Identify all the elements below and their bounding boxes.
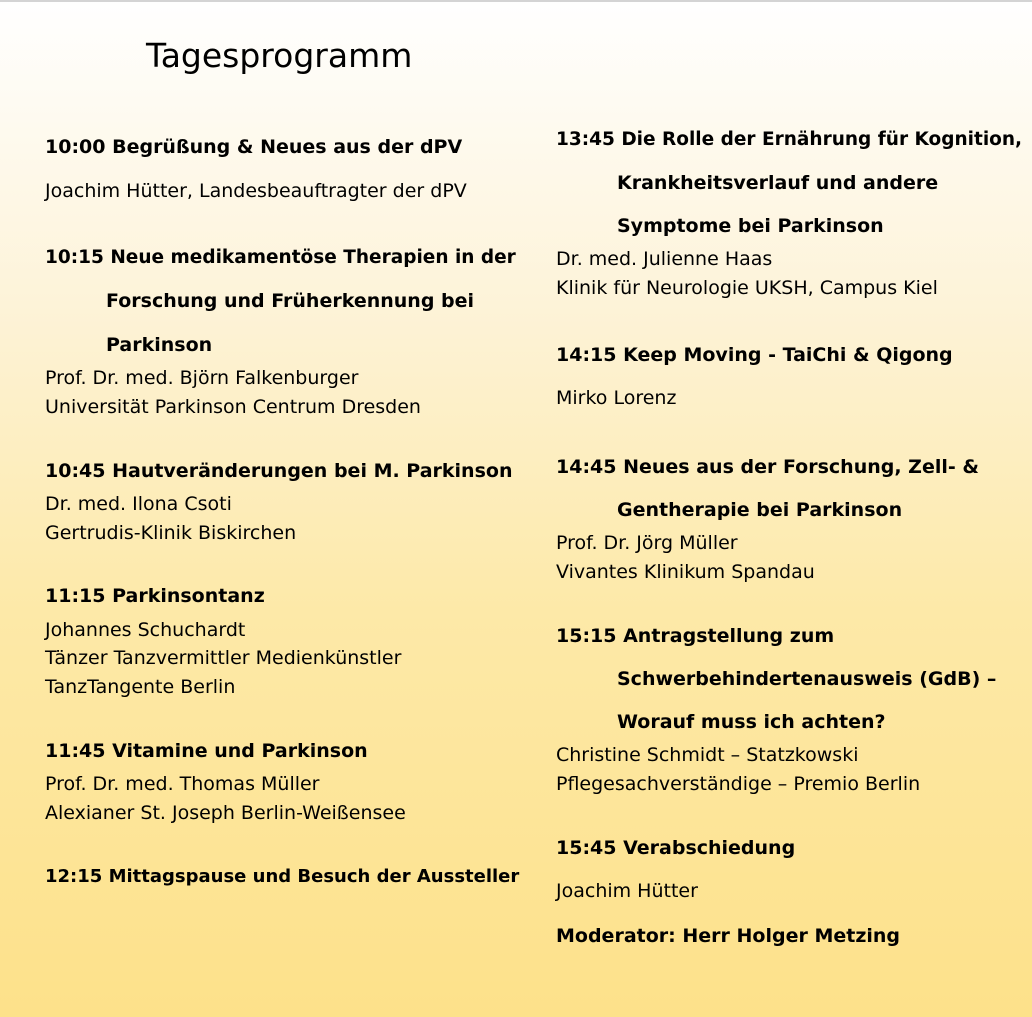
speaker-line: Joachim Hütter (556, 880, 698, 902)
item-heading: Parkinson (106, 334, 213, 356)
item-heading: 14:45 Neues aus der Forschung, Zell- & (556, 456, 979, 478)
speaker-line: Prof. Dr. med. Björn Falkenburger (45, 367, 359, 389)
moderator-line: Moderator: Herr Holger Metzing (556, 925, 901, 947)
speaker-line: Christine Schmidt – Statzkowski (556, 744, 859, 766)
speaker-line: Johannes Schuchardt (45, 619, 246, 641)
top-border (0, 0, 1032, 2)
item-heading: 11:15 Parkinsontanz (45, 585, 265, 607)
item-heading: 10:15 Neue medikamentöse Therapien in der (45, 247, 516, 268)
item-heading: 10:45 Hautveränderungen bei M. Parkinson (45, 460, 513, 482)
speaker-line: Prof. Dr. med. Thomas Müller (45, 773, 320, 795)
item-heading: Krankheitsverlauf und andere (617, 172, 939, 194)
speaker-line: Gertrudis-Klinik Biskirchen (45, 522, 297, 544)
item-heading: Worauf muss ich achten? (617, 711, 886, 733)
item-heading: Symptome bei Parkinson (617, 215, 884, 237)
speaker-line: Prof. Dr. Jörg Müller (556, 532, 738, 554)
speaker-line: Pflegesachverständige – Premio Berlin (556, 773, 921, 795)
item-heading: Forschung und Früherkennung bei (106, 290, 475, 312)
speaker-line: Klinik für Neurologie UKSH, Campus Kiel (556, 277, 938, 299)
item-heading: 11:45 Vitamine und Parkinson (45, 740, 368, 762)
speaker-line: Universität Parkinson Centrum Dresden (45, 396, 421, 418)
item-heading: Gentherapie bei Parkinson (617, 499, 903, 521)
speaker-line: Alexianer St. Joseph Berlin-Weißensee (45, 802, 406, 824)
item-heading: 13:45 Die Rolle der Ernährung für Kognition, (556, 129, 1023, 150)
speaker-line: Tänzer Tanzvermittler Medienkünstler (45, 647, 402, 669)
speaker-line: Joachim Hütter, Landesbeauftragter der dPV (45, 180, 467, 202)
item-heading: Schwerbehindertenausweis (GdB) – (617, 668, 997, 690)
speaker-line: Dr. med. Ilona Csoti (45, 493, 232, 515)
page-title: Tagesprogramm (146, 36, 413, 75)
item-heading: 12:15 Mittagspause und Besuch der Aussteller (45, 866, 520, 887)
speaker-line: Mirko Lorenz (556, 387, 677, 409)
speaker-line: Vivantes Klinikum Spandau (556, 561, 815, 583)
speaker-line: Dr. med. Julienne Haas (556, 248, 773, 270)
item-heading: 14:15 Keep Moving - TaiChi & Qigong (556, 344, 953, 366)
speaker-line: TanzTangente Berlin (45, 676, 236, 698)
item-heading: 10:00 Begrüßung & Neues aus der dPV (45, 136, 463, 158)
item-heading: 15:45 Verabschiedung (556, 837, 796, 859)
item-heading: 15:15 Antragstellung zum (556, 625, 835, 647)
